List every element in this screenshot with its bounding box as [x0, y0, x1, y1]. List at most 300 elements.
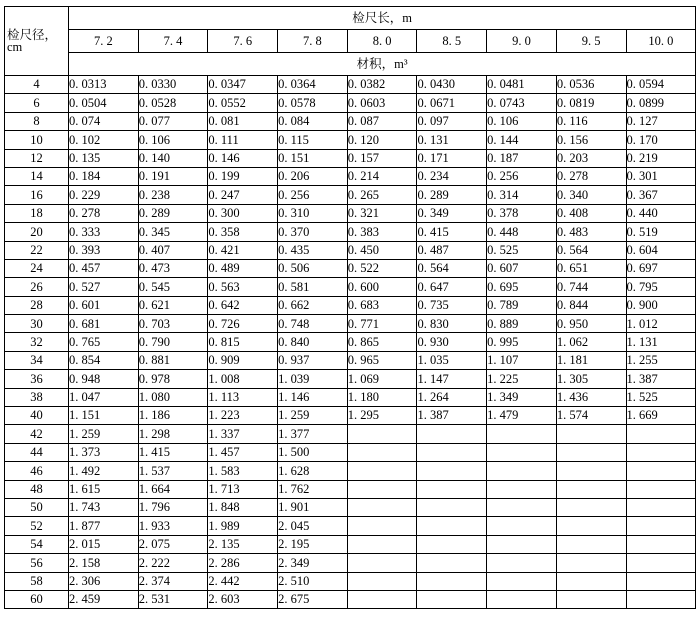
volume-cell: 1. 457	[208, 443, 278, 461]
diameter-value: 12	[5, 149, 69, 167]
volume-cell: 0. 0552	[208, 94, 278, 112]
empty-cell	[626, 590, 696, 608]
volume-cell: 1. 762	[278, 480, 348, 498]
volume-cell: 1. 069	[347, 370, 417, 388]
empty-cell	[556, 425, 626, 443]
empty-cell	[347, 425, 417, 443]
table-body	[5, 76, 696, 609]
volume-cell: 1. 146	[278, 388, 348, 406]
empty-cell	[417, 554, 487, 572]
volume-cell: 0. 815	[208, 333, 278, 351]
empty-cell	[487, 517, 557, 535]
volume-cell: 1. 387	[626, 370, 696, 388]
volume-cell: 0. 131	[417, 131, 487, 149]
volume-cell: 0. 647	[417, 278, 487, 296]
empty-cell	[417, 425, 487, 443]
volume-cell: 0. 950	[556, 315, 626, 333]
diameter-value: 20	[5, 223, 69, 241]
empty-cell	[626, 443, 696, 461]
volume-cell: 0. 435	[278, 241, 348, 259]
table-row	[5, 315, 696, 333]
volume-cell: 0. 483	[556, 223, 626, 241]
empty-cell	[626, 425, 696, 443]
volume-cell: 0. 0536	[556, 76, 626, 94]
table-row	[5, 407, 696, 425]
volume-cell: 1. 259	[69, 425, 139, 443]
empty-cell	[347, 590, 417, 608]
volume-cell: 1. 574	[556, 407, 626, 425]
volume-group-title: 材积，m³	[69, 53, 696, 76]
diameter-value: 44	[5, 443, 69, 461]
empty-cell	[487, 554, 557, 572]
volume-cell: 1. 848	[208, 498, 278, 516]
diameter-value: 26	[5, 278, 69, 296]
empty-cell	[347, 572, 417, 590]
table-row	[5, 241, 696, 259]
volume-cell: 0. 314	[487, 186, 557, 204]
empty-cell	[487, 590, 557, 608]
volume-cell: 0. 184	[69, 167, 139, 185]
volume-cell: 0. 564	[417, 259, 487, 277]
volume-cell: 1. 259	[278, 407, 348, 425]
volume-cell: 0. 0528	[138, 94, 208, 112]
diameter-value: 52	[5, 517, 69, 535]
diameter-value: 22	[5, 241, 69, 259]
table-row	[5, 94, 696, 112]
volume-cell: 1. 062	[556, 333, 626, 351]
volume-cell: 1. 147	[417, 370, 487, 388]
empty-cell	[417, 443, 487, 461]
volume-cell: 1. 047	[69, 388, 139, 406]
empty-cell	[487, 462, 557, 480]
empty-cell	[487, 572, 557, 590]
diameter-value: 40	[5, 407, 69, 425]
volume-cell: 0. 383	[347, 223, 417, 241]
length-col-7-4: 7. 4	[138, 30, 208, 53]
volume-cell: 0. 683	[347, 296, 417, 314]
length-col-7-8: 7. 8	[278, 30, 348, 53]
table-row	[5, 351, 696, 369]
volume-cell: 1. 223	[208, 407, 278, 425]
empty-cell	[626, 480, 696, 498]
volume-cell: 0. 349	[417, 204, 487, 222]
volume-cell: 0. 156	[556, 131, 626, 149]
volume-cell: 1. 349	[487, 388, 557, 406]
volume-cell: 1. 583	[208, 462, 278, 480]
volume-cell: 1. 255	[626, 351, 696, 369]
empty-cell	[487, 498, 557, 516]
volume-cell: 1. 664	[138, 480, 208, 498]
volume-cell: 0. 415	[417, 223, 487, 241]
volume-cell: 1. 525	[626, 388, 696, 406]
volume-cell: 0. 278	[556, 167, 626, 185]
volume-cell: 0. 077	[138, 112, 208, 130]
volume-cell: 1. 008	[208, 370, 278, 388]
empty-cell	[417, 535, 487, 553]
empty-cell	[556, 554, 626, 572]
empty-cell	[417, 462, 487, 480]
volume-cell: 0. 473	[138, 259, 208, 277]
volume-cell: 0. 506	[278, 259, 348, 277]
empty-cell	[347, 535, 417, 553]
volume-cell: 0. 900	[626, 296, 696, 314]
volume-cell: 0. 0603	[347, 94, 417, 112]
empty-cell	[417, 517, 487, 535]
diameter-value: 24	[5, 259, 69, 277]
empty-cell	[556, 498, 626, 516]
header-row-volume-title	[5, 53, 696, 76]
table-row	[5, 572, 696, 590]
diameter-value: 14	[5, 167, 69, 185]
volume-cell: 0. 995	[487, 333, 557, 351]
volume-cell: 0. 333	[69, 223, 139, 241]
volume-cell: 0. 0313	[69, 76, 139, 94]
volume-cell: 0. 909	[208, 351, 278, 369]
volume-cell: 0. 865	[347, 333, 417, 351]
volume-cell: 0. 084	[278, 112, 348, 130]
volume-cell: 2. 015	[69, 535, 139, 553]
empty-cell	[347, 480, 417, 498]
diameter-value: 32	[5, 333, 69, 351]
diameter-value: 46	[5, 462, 69, 480]
table-row	[5, 480, 696, 498]
volume-cell: 0. 854	[69, 351, 139, 369]
empty-cell	[556, 590, 626, 608]
volume-cell: 0. 0430	[417, 76, 487, 94]
empty-cell	[347, 517, 417, 535]
empty-cell	[347, 443, 417, 461]
diameter-value: 56	[5, 554, 69, 572]
empty-cell	[556, 462, 626, 480]
volume-cell: 0. 111	[208, 131, 278, 149]
volume-cell: 0. 102	[69, 131, 139, 149]
volume-cell: 0. 790	[138, 333, 208, 351]
volume-cell: 1. 436	[556, 388, 626, 406]
volume-cell: 2. 045	[278, 517, 348, 535]
volume-cell: 0. 487	[417, 241, 487, 259]
volume-cell: 0. 789	[487, 296, 557, 314]
volume-cell: 0. 234	[417, 167, 487, 185]
volume-cell: 1. 628	[278, 462, 348, 480]
empty-cell	[487, 425, 557, 443]
header-row-lengths	[5, 30, 696, 53]
volume-cell: 0. 087	[347, 112, 417, 130]
volume-cell: 0. 703	[138, 315, 208, 333]
empty-cell	[347, 462, 417, 480]
volume-cell: 1. 012	[626, 315, 696, 333]
empty-cell	[347, 498, 417, 516]
volume-cell: 0. 448	[487, 223, 557, 241]
diameter-value: 48	[5, 480, 69, 498]
table-row	[5, 204, 696, 222]
volume-cell: 1. 415	[138, 443, 208, 461]
volume-cell: 0. 106	[487, 112, 557, 130]
volume-cell: 0. 0504	[69, 94, 139, 112]
empty-cell	[626, 535, 696, 553]
volume-cell: 0. 171	[417, 149, 487, 167]
table-row	[5, 370, 696, 388]
empty-cell	[487, 535, 557, 553]
empty-cell	[626, 462, 696, 480]
volume-cell: 0. 600	[347, 278, 417, 296]
header-row-length-title	[5, 7, 696, 30]
volume-table	[4, 6, 696, 609]
volume-cell: 0. 106	[138, 131, 208, 149]
empty-cell	[626, 517, 696, 535]
volume-cell: 1. 933	[138, 517, 208, 535]
length-col-9-5: 9. 5	[556, 30, 626, 53]
empty-cell	[626, 572, 696, 590]
diameter-value: 8	[5, 112, 69, 130]
volume-cell: 0. 370	[278, 223, 348, 241]
volume-cell: 0. 289	[417, 186, 487, 204]
length-col-8-0: 8. 0	[347, 30, 417, 53]
volume-cell: 0. 545	[138, 278, 208, 296]
volume-cell: 0. 191	[138, 167, 208, 185]
volume-cell: 0. 450	[347, 241, 417, 259]
volume-cell: 0. 199	[208, 167, 278, 185]
volume-cell: 2. 531	[138, 590, 208, 608]
volume-cell: 0. 187	[487, 149, 557, 167]
volume-cell: 0. 681	[69, 315, 139, 333]
empty-cell	[487, 443, 557, 461]
volume-cell: 0. 345	[138, 223, 208, 241]
volume-cell: 2. 286	[208, 554, 278, 572]
table-row	[5, 223, 696, 241]
volume-cell: 0. 563	[208, 278, 278, 296]
volume-cell: 0. 0347	[208, 76, 278, 94]
table-row	[5, 131, 696, 149]
table-row	[5, 554, 696, 572]
volume-cell: 0. 525	[487, 241, 557, 259]
diameter-value: 10	[5, 131, 69, 149]
volume-cell: 1. 035	[417, 351, 487, 369]
diameter-value: 50	[5, 498, 69, 516]
volume-cell: 0. 170	[626, 131, 696, 149]
volume-cell: 1. 305	[556, 370, 626, 388]
diameter-value: 38	[5, 388, 69, 406]
volume-cell: 0. 489	[208, 259, 278, 277]
table-row	[5, 112, 696, 130]
volume-cell: 0. 930	[417, 333, 487, 351]
volume-cell: 0. 744	[556, 278, 626, 296]
volume-cell: 0. 393	[69, 241, 139, 259]
volume-cell: 0. 116	[556, 112, 626, 130]
diameter-value: 6	[5, 94, 69, 112]
empty-cell	[417, 480, 487, 498]
volume-cell: 0. 978	[138, 370, 208, 388]
volume-cell: 1. 264	[417, 388, 487, 406]
volume-cell: 1. 796	[138, 498, 208, 516]
volume-cell: 0. 146	[208, 149, 278, 167]
diameter-value: 36	[5, 370, 69, 388]
empty-cell	[417, 498, 487, 516]
volume-cell: 0. 081	[208, 112, 278, 130]
diameter-value: 30	[5, 315, 69, 333]
table-row	[5, 333, 696, 351]
empty-cell	[487, 480, 557, 498]
table-row	[5, 388, 696, 406]
volume-cell: 0. 0899	[626, 94, 696, 112]
volume-cell: 1. 186	[138, 407, 208, 425]
volume-cell: 0. 697	[626, 259, 696, 277]
volume-cell: 0. 097	[417, 112, 487, 130]
table-row	[5, 76, 696, 94]
volume-cell: 1. 877	[69, 517, 139, 535]
volume-cell: 0. 0382	[347, 76, 417, 94]
table-row	[5, 278, 696, 296]
volume-cell: 0. 735	[417, 296, 487, 314]
diameter-value: 4	[5, 76, 69, 94]
volume-cell: 1. 180	[347, 388, 417, 406]
length-col-10-0: 10. 0	[626, 30, 696, 53]
table-row	[5, 296, 696, 314]
volume-cell: 0. 889	[487, 315, 557, 333]
volume-cell: 0. 881	[138, 351, 208, 369]
volume-cell: 2. 603	[208, 590, 278, 608]
volume-cell: 0. 844	[556, 296, 626, 314]
empty-cell	[626, 554, 696, 572]
volume-cell: 1. 615	[69, 480, 139, 498]
empty-cell	[626, 498, 696, 516]
diameter-value: 16	[5, 186, 69, 204]
volume-cell: 1. 901	[278, 498, 348, 516]
volume-cell: 0. 358	[208, 223, 278, 241]
volume-cell: 2. 510	[278, 572, 348, 590]
volume-cell: 0. 795	[626, 278, 696, 296]
volume-cell: 0. 771	[347, 315, 417, 333]
volume-cell: 0. 581	[278, 278, 348, 296]
volume-cell: 0. 407	[138, 241, 208, 259]
table-row	[5, 590, 696, 608]
volume-cell: 0. 238	[138, 186, 208, 204]
volume-cell: 0. 840	[278, 333, 348, 351]
diameter-value: 60	[5, 590, 69, 608]
volume-cell: 0. 564	[556, 241, 626, 259]
diameter-value: 42	[5, 425, 69, 443]
table-row	[5, 443, 696, 461]
volume-cell: 1. 713	[208, 480, 278, 498]
volume-cell: 1. 743	[69, 498, 139, 516]
volume-cell: 0. 0743	[487, 94, 557, 112]
volume-cell: 0. 321	[347, 204, 417, 222]
volume-cell: 1. 113	[208, 388, 278, 406]
table-row	[5, 186, 696, 204]
volume-cell: 0. 127	[626, 112, 696, 130]
volume-cell: 0. 604	[626, 241, 696, 259]
volume-cell: 0. 965	[347, 351, 417, 369]
volume-cell: 2. 158	[69, 554, 139, 572]
volume-cell: 2. 195	[278, 535, 348, 553]
volume-cell: 0. 367	[626, 186, 696, 204]
volume-cell: 2. 306	[69, 572, 139, 590]
volume-cell: 1. 298	[138, 425, 208, 443]
volume-cell: 2. 222	[138, 554, 208, 572]
volume-cell: 0. 140	[138, 149, 208, 167]
volume-cell: 2. 349	[278, 554, 348, 572]
empty-cell	[556, 517, 626, 535]
table-row	[5, 535, 696, 553]
diameter-header-label: 检尺径，cm	[7, 27, 58, 54]
volume-cell: 1. 537	[138, 462, 208, 480]
volume-cell: 1. 479	[487, 407, 557, 425]
volume-cell: 1. 377	[278, 425, 348, 443]
volume-cell: 0. 0578	[278, 94, 348, 112]
volume-cell: 0. 519	[626, 223, 696, 241]
volume-cell: 0. 0364	[278, 76, 348, 94]
table-row	[5, 167, 696, 185]
volume-cell: 0. 289	[138, 204, 208, 222]
volume-cell: 1. 387	[417, 407, 487, 425]
volume-cell: 1. 492	[69, 462, 139, 480]
volume-cell: 1. 373	[69, 443, 139, 461]
diameter-value: 18	[5, 204, 69, 222]
volume-cell: 0. 265	[347, 186, 417, 204]
empty-cell	[556, 443, 626, 461]
empty-cell	[556, 480, 626, 498]
volume-cell: 0. 074	[69, 112, 139, 130]
table-row	[5, 462, 696, 480]
volume-cell: 0. 601	[69, 296, 139, 314]
table-row	[5, 498, 696, 516]
volume-cell: 0. 256	[278, 186, 348, 204]
volume-cell: 1. 039	[278, 370, 348, 388]
volume-cell: 1. 151	[69, 407, 139, 425]
volume-cell: 0. 0481	[487, 76, 557, 94]
volume-cell: 0. 765	[69, 333, 139, 351]
volume-cell: 0. 278	[69, 204, 139, 222]
length-col-7-6: 7. 6	[208, 30, 278, 53]
volume-cell: 0. 144	[487, 131, 557, 149]
volume-cell: 0. 157	[347, 149, 417, 167]
diameter-header-cell	[5, 7, 69, 76]
table-header	[5, 7, 696, 76]
length-col-7-2: 7. 2	[69, 30, 139, 53]
volume-cell: 0. 621	[138, 296, 208, 314]
empty-cell	[556, 572, 626, 590]
volume-cell: 2. 374	[138, 572, 208, 590]
volume-cell: 0. 219	[626, 149, 696, 167]
volume-cell: 0. 748	[278, 315, 348, 333]
volume-cell: 0. 440	[626, 204, 696, 222]
diameter-value: 58	[5, 572, 69, 590]
volume-cell: 0. 135	[69, 149, 139, 167]
volume-cell: 0. 310	[278, 204, 348, 222]
volume-cell: 0. 229	[69, 186, 139, 204]
volume-cell: 0. 0819	[556, 94, 626, 112]
volume-cell: 0. 247	[208, 186, 278, 204]
volume-cell: 0. 151	[278, 149, 348, 167]
volume-cell: 2. 442	[208, 572, 278, 590]
empty-cell	[556, 535, 626, 553]
volume-cell: 0. 651	[556, 259, 626, 277]
volume-cell: 2. 135	[208, 535, 278, 553]
table-row	[5, 149, 696, 167]
volume-cell: 0. 203	[556, 149, 626, 167]
volume-cell: 0. 457	[69, 259, 139, 277]
volume-cell: 0. 522	[347, 259, 417, 277]
length-col-8-5: 8. 5	[417, 30, 487, 53]
volume-cell: 1. 107	[487, 351, 557, 369]
diameter-value: 54	[5, 535, 69, 553]
volume-cell: 0. 256	[487, 167, 557, 185]
volume-cell: 0. 0671	[417, 94, 487, 112]
length-group-title: 检尺长，m	[69, 7, 696, 30]
empty-cell	[347, 554, 417, 572]
volume-cell: 0. 948	[69, 370, 139, 388]
volume-cell: 0. 115	[278, 131, 348, 149]
volume-cell: 0. 726	[208, 315, 278, 333]
